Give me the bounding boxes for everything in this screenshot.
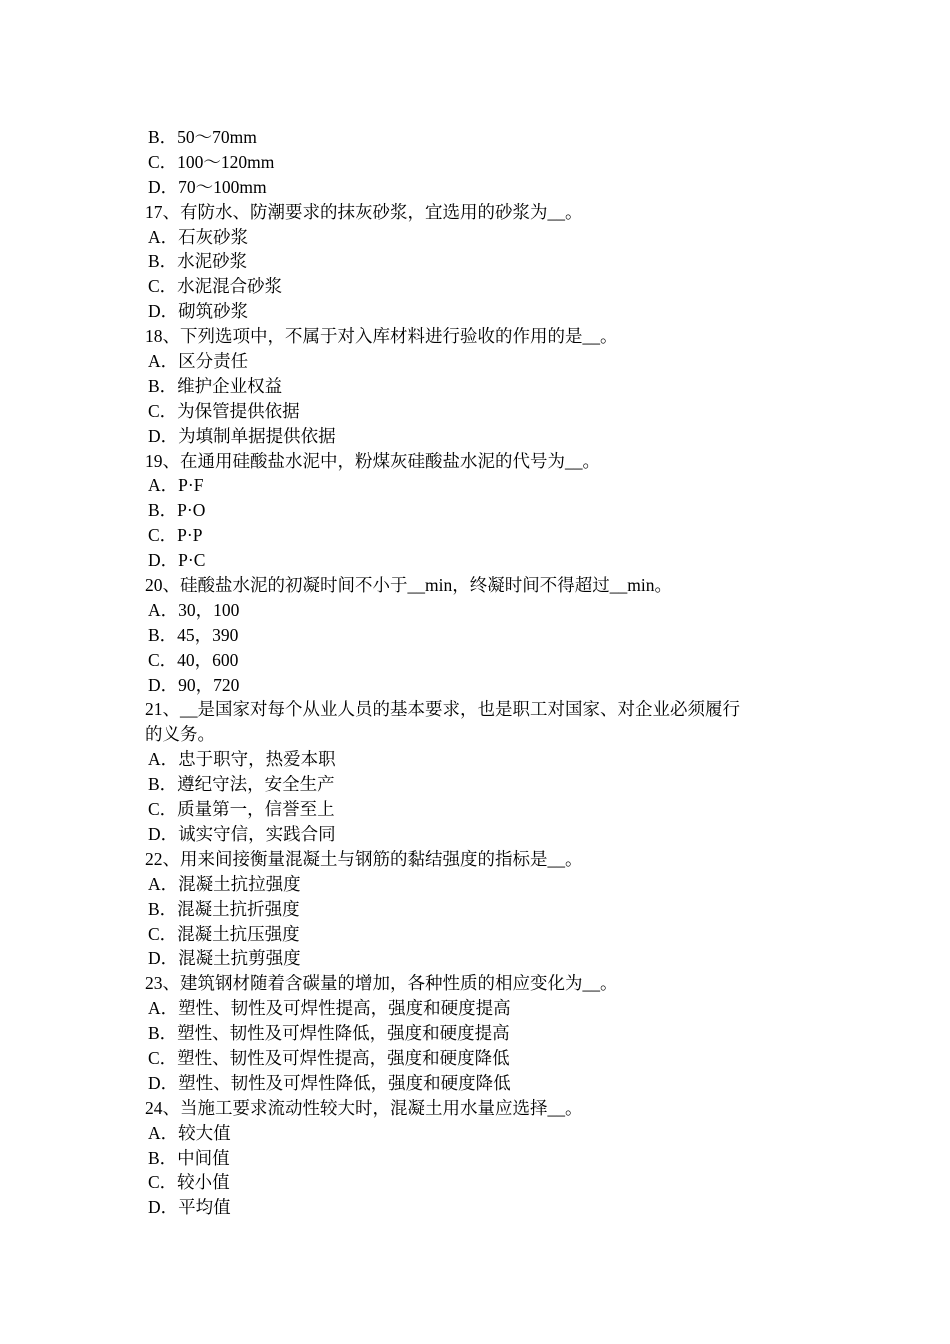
answer-option: D．平均值 (148, 1197, 231, 1218)
answer-option: C．质量第一，信誉至上 (148, 799, 335, 820)
answer-option: A．较大值 (148, 1122, 231, 1143)
question-text: 24、当施工要求流动性较大时，混凝土用水量应选择__。 (145, 1097, 583, 1118)
answer-option: D．混凝土抗剪强度 (148, 948, 301, 969)
answer-option: B．50～70mm (148, 127, 257, 147)
answer-option: D．70～100mm (148, 176, 267, 197)
answer-option: B．混凝土抗折强度 (148, 898, 300, 919)
answer-option: D．砌筑砂浆 (148, 301, 249, 322)
answer-option: B．遵纪守法，安全生产 (148, 774, 335, 795)
question-text: 23、建筑钢材随着含碳量的增加，各种性质的相应变化为__。 (145, 973, 618, 994)
answer-option: D．为填制单据提供依据 (148, 425, 336, 446)
question-text: 19、在通用硅酸盐水泥中，粉煤灰硅酸盐水泥的代号为__。 (145, 450, 600, 471)
document-body (145, 125, 815, 1220)
answer-option: C．较小值 (148, 1172, 230, 1193)
answer-option: D．90，720 (148, 674, 240, 695)
answer-option: C．塑性、韧性及可焊性提高，强度和硬度降低 (148, 1047, 510, 1068)
answer-option: A．忠于职守，热爱本职 (148, 749, 336, 770)
answer-option: D．P·C (148, 550, 206, 571)
answer-option: C．40，600 (148, 649, 239, 670)
answer-option: A．30，100 (148, 599, 240, 620)
question-text: 22、用来间接衡量混凝土与钢筋的黏结强度的指标是__。 (145, 848, 583, 869)
answer-option: B．维护企业权益 (148, 375, 283, 396)
answer-option: C．为保管提供依据 (148, 400, 300, 421)
question-text: 的义务。 (145, 724, 215, 745)
answer-option: B．P·O (148, 500, 206, 521)
question-text: 17、有防水、防潮要求的抹灰砂浆，宜选用的砂浆为__。 (145, 201, 583, 222)
answer-option: B．45，390 (148, 624, 239, 645)
answer-option: C．P·P (148, 525, 203, 546)
answer-option: B．中间值 (148, 1147, 230, 1168)
answer-option: D．塑性、韧性及可焊性降低，强度和硬度降低 (148, 1072, 511, 1093)
answer-option: D．诚实守信，实践合同 (148, 823, 336, 844)
answer-option: B．塑性、韧性及可焊性降低，强度和硬度提高 (148, 1023, 510, 1044)
answer-option: C．混凝土抗压强度 (148, 923, 300, 944)
question-text: 20、硅酸盐水泥的初凝时间不小于__min，终凝时间不得超过__min。 (145, 575, 672, 596)
answer-option: A．混凝土抗拉强度 (148, 873, 301, 894)
answer-option: A．P·F (148, 475, 204, 496)
question-text: 21、__是国家对每个从业人员的基本要求，也是职工对国家、对企业必须履行 (145, 699, 740, 720)
answer-option: A．区分责任 (148, 351, 249, 372)
answer-option: C．水泥混合砂浆 (148, 276, 283, 297)
answer-option: A．石灰砂浆 (148, 226, 249, 247)
question-text: 18、下列选项中，不属于对入库材料进行验收的作用的是__。 (145, 326, 618, 347)
answer-option: A．塑性、韧性及可焊性提高，强度和硬度提高 (148, 998, 511, 1019)
answer-option: C．100～120mm (148, 151, 275, 172)
answer-option: B．水泥砂浆 (148, 251, 248, 272)
